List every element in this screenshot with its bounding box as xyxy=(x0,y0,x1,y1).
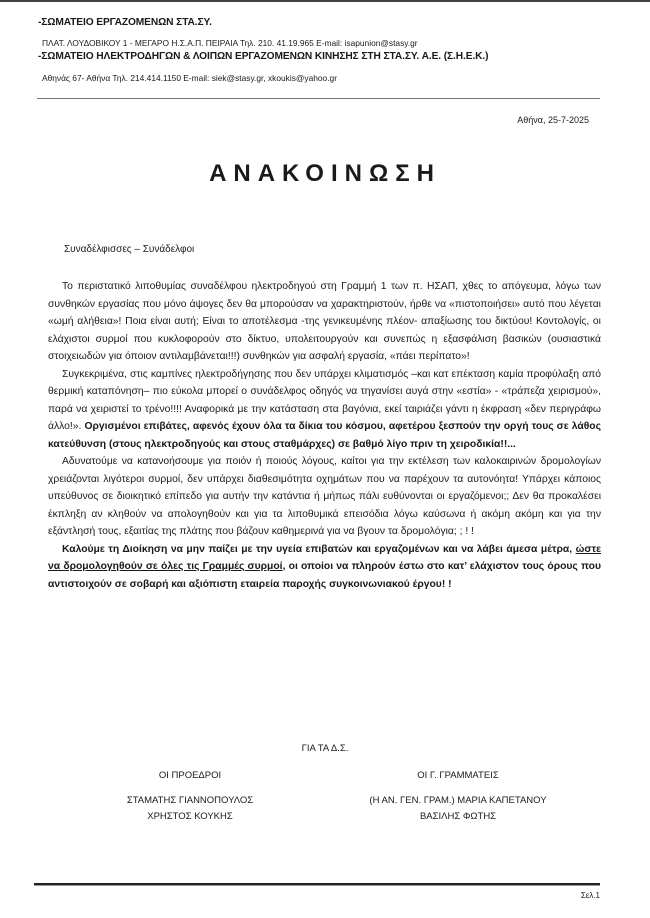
paragraph-4-start: Καλούμε τη Διοίκηση να μην παίζει με την υγεία επιβατών και εργαζομένων και να λάβει άμεσα μέτρα, xyxy=(62,543,576,555)
paragraph-4-underlined: ώστε να δρομολογηθούν σε όλες τις Γραμμές συρμοί xyxy=(48,543,601,572)
footer-divider xyxy=(34,883,600,886)
salutation: Συναδέλφισσες – Συνάδελφοι xyxy=(64,244,195,255)
paragraph-2-bold: Οργισμένοι επιβάτες, αφενός έχουν όλα τα δίκια του κόσμου, αφετέρου ξεσπούν την οργή τους σε λάθος κατεύθυνση (στους ηλεκτροδηγούς και στους σταθμάρχες) σε βαθμό λίγο πριν τη χειροδικία!!... xyxy=(48,421,601,450)
secretary-name-2: ΒΑΣΙΛΗΣ ΦΩΤΗΣ xyxy=(419,811,497,822)
document-title: ΑΝΑΚΟΙΝΩΣΗ xyxy=(209,160,441,187)
paragraph-4-end: , οι οποίοι να πληρούν έστω στο κατ’ ελάχιστον τους όρους που αντιστοιχούν σε σοβαρή και αξιόπιστη εταιρεία παροχής συγκοινωνιακού έργου! ! xyxy=(48,561,601,590)
presidents-role: ΟΙ ΠΡΟΕΔΡΟΙ xyxy=(158,770,222,781)
org2-name: -ΣΩΜΑΤΕΙΟ ΗΛΕΚΤΡΟΔΗΓΩΝ & ΛΟΙΠΩΝ ΕΡΓΑΖΟΜΕΝΩΝ ΚΙΝΗΣΗΣ ΣΤΗ ΣΤΑ.ΣΥ. Α.Ε. (Σ.Η.Ε.Κ.) xyxy=(38,51,489,62)
paragraph-3: Αδυνατούμε να κατανοήσουμε για ποιόν ή ποιούς λόγους, καίτοι για την εκτέλεση των καλοκαιρινών δρομολογίων χρειάζονται λιγότεροι συρμοί, δεν υπάρχει διαθεσιμότητα οχημάτων που να παρέχουν τα αυτονόητα! Υπάρχει κάποιος υπεύθυνος σε διοικητικό επίπεδο για αυτήν την κατάντια ή μήπως πάλι ευθύνονται οι εργαζόμενοι;; Δεν θα προκαλέσει έκπληξη αν κληθούν να απολογηθούν και για τα λιποθυμικά επεισόδια λόγω καύσωνα ή ακόμη ακόμη και για την εξάντλησή τους, εξαιτίας της πλάτης που βάζουν καθημερινά για να βγουν τα δρομολόγια; ; ! ! xyxy=(48,456,601,537)
paragraph-2 xyxy=(48,366,601,454)
paragraph-2-text: Συγκεκριμένα, στις καμπίνες ηλεκτροδήγησης που δεν υπάρχει κλιματισμός –και κατ επέκταση καμία προφύλαξη από θερμική καταπόνηση– πιο εύκολα μπορεί ο συνάδελφος οδηγός να τηγανίσει αυγά στην «εστία» - «τράπεζα χειρισμού», παρά να χειριστεί το τρένο!!!! Αναφορικά με την κατάσταση στα βαγόνια, εκεί ταιριάζει γάντι η έκφραση «δεν περιγράφω άλλο!». xyxy=(48,368,601,432)
org1-address: ΠΛΑΤ. ΛΟΥΔΟΒΙΚΟΥ 1 - ΜΕΓΑΡΟ Η.Σ.Α.Π. ΠΕΙΡΑΙΑ Τηλ. 210. 41.19.965 E-mail: isapunion@stasy.gr xyxy=(42,38,418,48)
paragraph-1: Το περιστατικό λιποθυμίας συναδέλφου ηλεκτροδηγού στη Γραμμή 1 των π. ΗΣΑΠ, χθες το απόγευμα, λόγω των συνθηκών εργασίας που μόνο άψογες δεν θα μπορούσαν να χαρακτηριστούν, ήρθε να «πιστοποιήσει» αυτό που λέγεται «ωμή αλήθεια»! Ποια είναι αυτή; Είναι το αποτέλεσμα -της γενικευμένης πλέον- απαξίωσης του δικτύου! Κοντολογίς, οι ελάχιστοι συρμοί που κυκλοφορούν στο δίκτυο, υπολειτουργούν και συνεπώς η εξασφάλιση βασικών (ουσιαστικά στοιχειωδών για όποιον αντιλαμβάνεται!!!) συνθηκών για ασφαλή εργασία, «πάει περίπατο»! xyxy=(48,281,601,362)
document-date: Αθήνα, 25-7-2025 xyxy=(517,115,589,125)
paragraph-4 xyxy=(48,541,601,594)
signature-lead: ΓΙΑ ΤΑ Δ.Σ. xyxy=(301,743,349,754)
body-text xyxy=(48,278,601,593)
header-divider xyxy=(37,98,600,99)
secretary-name-1: (Η ΑΝ. ΓΕΝ. ΓΡΑΜ.) ΜΑΡΙΑ ΚΑΠΕΤΑΝΟΥ xyxy=(369,795,547,806)
president-name-2: ΧΡΗΣΤΟΣ ΚΟΥΚΗΣ xyxy=(147,811,233,822)
org2-address: Αθηνάς 67- Αθήνα Τηλ. 214.414.1150 E-mail: siek@stasy.gr, xkoukis@yahoo.gr xyxy=(42,73,337,83)
president-name-1: ΣΤΑΜΑΤΗΣ ΓΙΑΝΝΟΠΟΥΛΟΣ xyxy=(126,795,254,806)
org1-name: -ΣΩΜΑΤΕΙΟ ΕΡΓΑΖΟΜΕΝΩΝ ΣΤΑ.ΣΥ. xyxy=(38,17,212,28)
top-border xyxy=(0,0,650,2)
page-number: Σελ.1 xyxy=(580,891,600,900)
secretaries-role: ΟΙ Γ. ΓΡΑΜΜΑΤΕΙΣ xyxy=(417,770,499,781)
